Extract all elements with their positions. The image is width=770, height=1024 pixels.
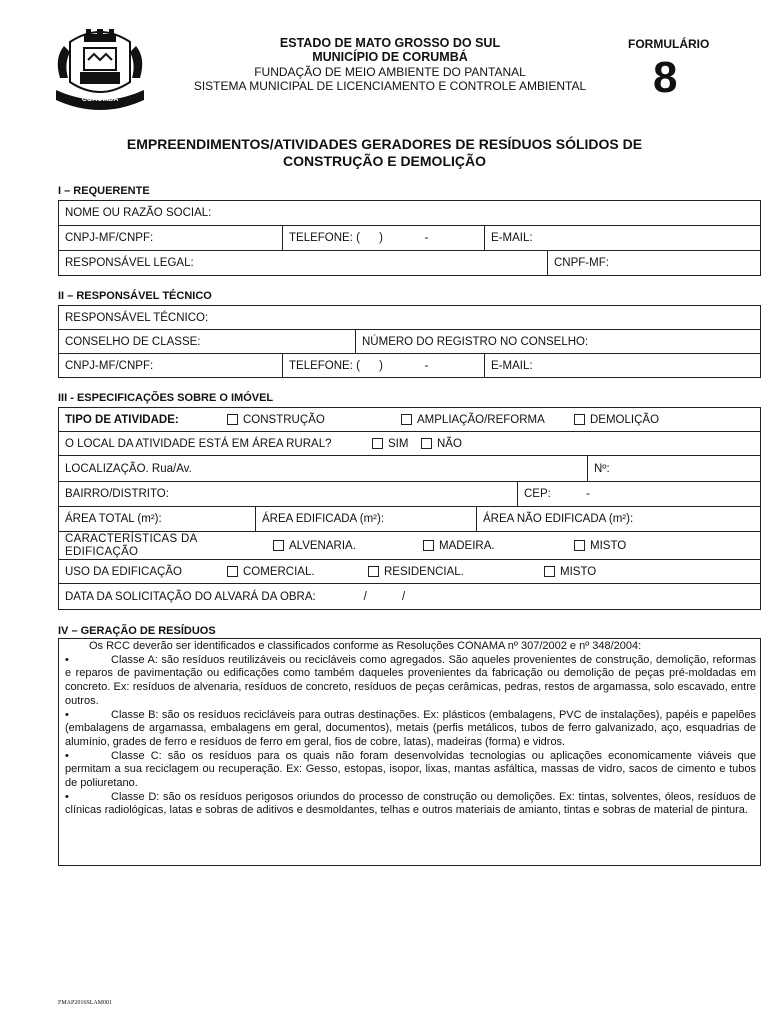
tecnico-council-row: [58, 329, 761, 354]
header-system: SISTEMA MUNICIPAL DE LICENCIAMENTO E CONTROLE AMBIENTAL: [193, 79, 587, 93]
header-state: ESTADO DE MATO GROSSO DO SUL: [279, 36, 501, 50]
tecnico-council-field[interactable]: CONSELHO DE CLASSE:: [65, 335, 201, 348]
header-municipality: MUNICÍPIO DE CORUMBÁ: [312, 50, 468, 64]
permit-date-field[interactable]: DATA DA SOLICITAÇÃO DO ALVARÁ DA OBRA: / /: [65, 590, 406, 603]
cep-field[interactable]: CEP: -: [517, 482, 760, 506]
area-row: [58, 506, 761, 532]
document-title-line2: CONSTRUÇÃO E DEMOLIÇÃO: [283, 153, 486, 169]
option-wood[interactable]: MADEIRA.: [423, 532, 495, 559]
activity-type-label: TIPO DE ATIVIDADE:: [65, 413, 179, 426]
checkbox-wood[interactable]: [423, 540, 434, 551]
location-number-field[interactable]: Nº:: [587, 456, 760, 481]
section-requerente-heading: I – REQUERENTE: [58, 185, 150, 197]
bullet-icon: •: [65, 790, 69, 803]
residuos-class-c: • Classe C: são os resíduos para os quais não foram desenvolvidas tecnologias ou aplicações economicamente viáveis que permitam a sua reciclagem ou recuperação. Ex: Gesso, estopas, isopor, lixas, mantas asfáltica, massas de vidro, sacos de cimento e tubos de poliuretano.: [65, 749, 756, 790]
coat-of-arms-logo: [50, 28, 150, 110]
header-foundation: FUNDAÇÃO DE MEIO AMBIENTE DO PANTANAL: [254, 65, 526, 79]
district-row: [58, 481, 761, 507]
requerente-email-field[interactable]: E-MAIL:: [484, 226, 760, 250]
permit-date-row: [58, 583, 761, 610]
requerente-phone-field[interactable]: TELEFONE: ( ) -: [282, 226, 484, 250]
usage-label: USO DA EDIFICAÇÃO: [65, 565, 182, 578]
checkbox-mixed-use[interactable]: [544, 566, 555, 577]
rural-row: [58, 431, 761, 456]
usage-row: [58, 559, 761, 584]
section-tecnico-heading: II – RESPONSÁVEL TÉCNICO: [58, 290, 212, 302]
built-area-field[interactable]: ÁREA EDIFICADA (m²):: [255, 507, 476, 531]
bullet-icon: •: [65, 749, 69, 762]
residuos-class-b: • Classe B: são os resíduos recicláveis para outras destinações. Ex: plásticos (embalagens, PVC de instalações), papéis e papelões (embalagens de argamassa, embalagens em geral, documentos), metais (perfis metálicos, tubos de ferro galvanizado, aço, esquadrias de alumínio, grades de ferro e resíduos de ferro em geral, fios de cobre, latas), madeiras (forma) e vidros.: [65, 708, 756, 748]
section-residuos-heading: IV – GERAÇÃO DE RESÍDUOS: [58, 625, 216, 637]
option-mixed[interactable]: MISTO: [574, 532, 626, 559]
characteristics-row: [58, 531, 761, 560]
checkbox-mixed[interactable]: [574, 540, 585, 551]
footer-code: FMAP2016SLAM001: [58, 1000, 113, 1006]
checkbox-construction[interactable]: [227, 414, 238, 425]
location-field[interactable]: LOCALIZAÇÃO. Rua/Av.: [65, 462, 192, 475]
tecnico-email-field[interactable]: E-MAIL:: [484, 354, 760, 377]
bullet-icon: •: [65, 708, 69, 721]
option-expansion[interactable]: AMPLIAÇÃO/REFORMA: [401, 408, 545, 431]
option-rural-no[interactable]: NÃO: [421, 432, 462, 455]
checkbox-residential[interactable]: [368, 566, 379, 577]
requerente-cnpf-field[interactable]: CNPF-MF:: [547, 251, 760, 275]
form-label: FORMULÁRIO: [628, 37, 710, 51]
characteristics-label: CARACTERÍSTICAS DA EDIFICAÇÃO: [65, 532, 197, 558]
checkbox-masonry[interactable]: [273, 540, 284, 551]
requerente-name-field[interactable]: NOME OU RAZÃO SOCIAL:: [65, 207, 212, 219]
tecnico-contact-row: [58, 353, 761, 378]
option-demolition[interactable]: DEMOLIÇÃO: [574, 408, 659, 431]
form-number: 8: [653, 53, 678, 102]
checkbox-demolition[interactable]: [574, 414, 585, 425]
option-construction[interactable]: CONSTRUÇÃO: [227, 408, 325, 431]
tecnico-cnpj-field[interactable]: CNPJ-MF/CNPF:: [65, 359, 154, 372]
residuos-class-a: • Classe A: são resíduos reutilizáveis ou recicláveis como agregados. São aqueles provenientes de construção, demolição, reformas e reparos de pavimentação ou edificações como também daqueles provenientes da fabricação ou demolição de peças pré-moldadas em concreto. Ex: resíduos de alvenaria, resíduos de concreto, resíduos de peças cerâmicas, pedras, restos de argamassa, solo escavado, entre outros.: [65, 653, 756, 707]
total-area-field[interactable]: ÁREA TOTAL (m²):: [65, 513, 162, 525]
location-row: [58, 455, 761, 482]
tecnico-phone-field[interactable]: TELEFONE: ( ) -: [282, 354, 484, 377]
checkbox-commercial[interactable]: [227, 566, 238, 577]
tecnico-registry-field[interactable]: NÚMERO DO REGISTRO NO CONSELHO:: [355, 330, 760, 353]
checkbox-rural-no[interactable]: [421, 438, 432, 449]
requerente-contact-row: [58, 225, 761, 251]
residuos-box: [58, 638, 761, 866]
option-commercial[interactable]: COMERCIAL.: [227, 560, 315, 583]
bullet-icon: •: [65, 653, 69, 666]
option-mixed-use[interactable]: MISTO: [544, 560, 596, 583]
checkbox-expansion[interactable]: [401, 414, 412, 425]
option-rural-yes[interactable]: SIM: [372, 432, 408, 455]
document-title-line1: EMPREENDIMENTOS/ATIVIDADES GERADORES DE RESÍDUOS SÓLIDOS DE: [126, 136, 643, 152]
residuos-class-d: • Classe D: são os resíduos perigosos oriundos do processo de construção ou demolições. Ex: tintas, solventes, óleos, resíduos de clínicas radiológicas, latas e sobras de aditivos e desmoldantes, telhas e outros materiais de amianto, tintas e sobras de material de pintura.: [65, 790, 756, 817]
activity-type-row: [58, 407, 761, 432]
unbuilt-area-field[interactable]: ÁREA NÃO EDIFICADA (m²):: [476, 507, 760, 531]
district-field[interactable]: BAIRRO/DISTRITO:: [65, 488, 169, 500]
tecnico-name-field[interactable]: RESPONSÁVEL TÉCNICO:: [65, 311, 209, 324]
section-imovel-heading: III - ESPECIFICAÇÕES SOBRE O IMÓVEL: [58, 392, 274, 404]
rural-question-label: O LOCAL DA ATIVIDADE ESTÁ EM ÁREA RURAL?: [65, 437, 332, 450]
requerente-legal-field[interactable]: RESPONSÁVEL LEGAL:: [65, 257, 194, 269]
residuos-intro: Os RCC deverão ser identificados e classificados conforme as Resoluções CONAMA nº 307/2002 e nº 348/2004:: [89, 640, 642, 652]
requerente-name-row: [58, 200, 761, 226]
option-residential[interactable]: RESIDENCIAL.: [368, 560, 464, 583]
requerente-legal-row: [58, 250, 761, 276]
requerente-cnpj-field[interactable]: CNPJ-MF/CNPF:: [65, 232, 154, 244]
tecnico-name-row: [58, 305, 761, 330]
logo-banner-text: CORUMBÁ: [81, 96, 119, 103]
checkbox-rural-yes[interactable]: [372, 438, 383, 449]
option-masonry[interactable]: ALVENARIA.: [273, 532, 356, 559]
